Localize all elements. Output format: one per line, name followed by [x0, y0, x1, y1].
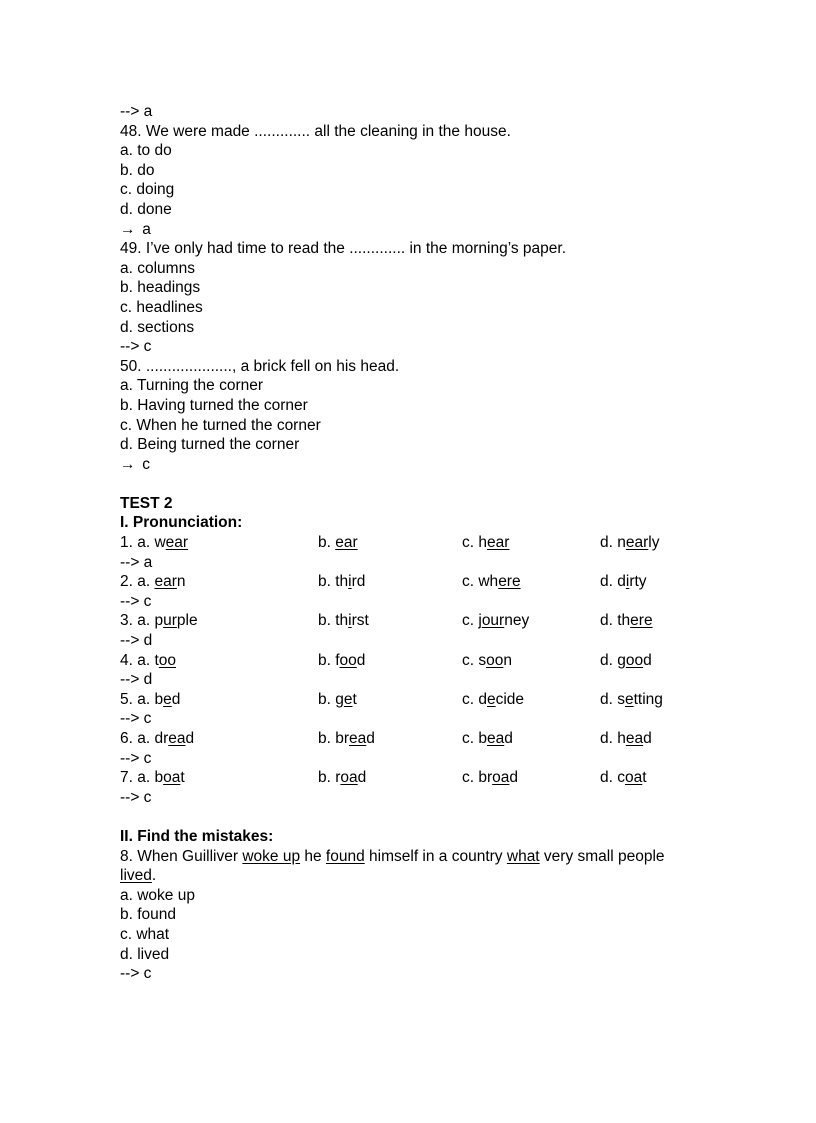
option-49b: b. headings [120, 279, 201, 297]
pronunciation-option: 4. a. too [120, 651, 177, 669]
underlined-sound: e [624, 690, 634, 708]
underlined-sound: oo [625, 651, 644, 669]
pronunciation-option: b. ear [318, 534, 358, 552]
pronunciation-row [120, 729, 720, 749]
spacer [120, 807, 720, 827]
spacer [120, 474, 720, 494]
pronunciation-answer: --> d [120, 632, 153, 650]
question-48: 48. We were made ............. all the cleaning in the house. [120, 122, 511, 140]
underlined-sound: oo [339, 651, 357, 669]
underlined-phrase: found [325, 847, 365, 865]
option-49a: a. columns [120, 259, 195, 277]
pronunciation-answer: --> c [120, 592, 152, 610]
underlined-sound: i [348, 573, 352, 591]
pronunciation-option: 5. a. bed [120, 690, 181, 708]
pronunciation-option: 7. a. boat [120, 769, 185, 787]
option-48c: c. doing [120, 181, 175, 199]
pronunciation-option: b. bread [318, 730, 375, 747]
arrow-icon: → [120, 455, 136, 473]
pronunciation-option: c. soon [462, 651, 512, 669]
answer-48: → a [120, 220, 151, 238]
underlined-sound: e [486, 690, 496, 708]
pronunciation-row [120, 533, 720, 553]
pronunciation-answer: --> c [120, 710, 152, 728]
pronunciation-list [120, 533, 720, 807]
pronunciation-option: d. nearly [600, 534, 660, 552]
section-pronunciation-heading: I. Pronunciation: [120, 514, 243, 532]
answer-50: → c [120, 455, 151, 473]
underlined-phrase: woke up [242, 847, 301, 865]
pronunciation-option: d. dirty [600, 573, 647, 591]
underlined-sound: ere [498, 573, 521, 591]
pronunciation-row [120, 768, 720, 788]
pronunciation-answer: --> a [120, 553, 153, 571]
underlined-sound: i [348, 612, 352, 630]
underlined-sound: ea [625, 730, 644, 747]
option-50b: b. Having turned the corner [120, 396, 308, 414]
option-8a: a. woke up [120, 886, 195, 904]
option-50d: d. Being turned the corner [120, 436, 300, 454]
document-page [120, 102, 720, 984]
pronunciation-option: c. broad [462, 769, 519, 787]
underlined-sound: oa [163, 769, 181, 787]
option-48d: d. done [120, 200, 172, 218]
pronunciation-option: c. hear [462, 534, 510, 552]
pronunciation-option: c. decide [462, 690, 525, 708]
option-8b: b. found [120, 906, 177, 924]
option-50a: a. Turning the corner [120, 377, 264, 395]
underlined-phrase: lived [120, 867, 152, 885]
underlined-sound: oa [624, 769, 643, 787]
pronunciation-option: b. road [318, 769, 367, 787]
pronunciation-answer: --> d [120, 671, 153, 689]
option-8d: d. lived [120, 945, 170, 963]
underlined-sound: ear [154, 573, 177, 591]
pronunciation-option: b. food [318, 651, 366, 669]
underlined-sound: oo [486, 651, 504, 669]
pronunciation-row [120, 690, 720, 710]
underlined-sound: oa [340, 769, 358, 787]
underlined-sound: ea [349, 730, 367, 747]
underlined-sound: ur [163, 612, 177, 630]
underlined-sound: our [481, 612, 505, 630]
section-mistakes-heading: II. Find the mistakes: [120, 827, 274, 845]
underlined-sound: ear [486, 534, 510, 552]
underlined-sound: i [625, 573, 630, 591]
option-8c: c. what [120, 925, 170, 943]
answer-49: --> c [120, 338, 152, 356]
underlined-sound: ear [335, 534, 358, 552]
pronunciation-row [120, 572, 720, 592]
pronunciation-option: 1. a. wear [120, 534, 189, 552]
underlined-sound: oo [158, 651, 177, 669]
test-title: TEST 2 [120, 494, 173, 512]
option-48b: b. do [120, 161, 155, 179]
pronunciation-option: d. good [600, 651, 652, 669]
question-49: 49. I’ve only had time to read the ............. in the morning’s paper. [120, 240, 567, 258]
arrow-icon: → [120, 220, 136, 238]
pronunciation-option: b. thirst [318, 612, 369, 630]
question-50: 50. ...................., a brick fell on his head. [120, 357, 400, 375]
option-49c: c. headlines [120, 298, 203, 316]
underlined-phrase: what [506, 847, 540, 865]
underlined-sound: ere [630, 612, 653, 630]
option-50c: c. When he turned the corner [120, 416, 321, 434]
underlined-sound: ea [168, 730, 186, 747]
underlined-sound: ear [625, 534, 649, 552]
underlined-sound: e [163, 690, 172, 708]
pronunciation-option: c. journey [462, 612, 530, 630]
pronunciation-option: b. get [318, 690, 357, 708]
question-8-line2: lived. [120, 867, 157, 885]
pronunciation-option: d. coat [600, 769, 647, 787]
pronunciation-option: d. setting [600, 690, 663, 708]
pronunciation-row [120, 611, 720, 631]
answer-8: --> c [120, 965, 152, 983]
underlined-sound: ear [165, 534, 189, 552]
pronunciation-option: c. bead [462, 730, 513, 747]
pronunciation-option: c. where [462, 573, 521, 591]
pronunciation-option: 2. a. earn [120, 573, 186, 591]
pronunciation-option: 3. a. purple [120, 612, 198, 630]
pronunciation-option: 6. a. dread [120, 730, 195, 747]
answer-prev: --> a [120, 103, 153, 120]
pronunciation-row [120, 651, 720, 671]
option-48a: a. to do [120, 142, 172, 160]
pronunciation-answer: --> c [120, 749, 152, 767]
underlined-sound: e [343, 690, 353, 708]
underlined-sound: ea [486, 730, 505, 747]
underlined-sound: oa [492, 769, 510, 787]
question-8: 8. When Guilliver woke up he found himself in a country what very small people [120, 847, 665, 865]
pronunciation-answer: --> c [120, 788, 152, 806]
option-49d: d. sections [120, 318, 195, 336]
pronunciation-option: d. there [600, 612, 653, 630]
pronunciation-option: b. third [318, 573, 366, 591]
pronunciation-option: d. head [600, 730, 652, 747]
